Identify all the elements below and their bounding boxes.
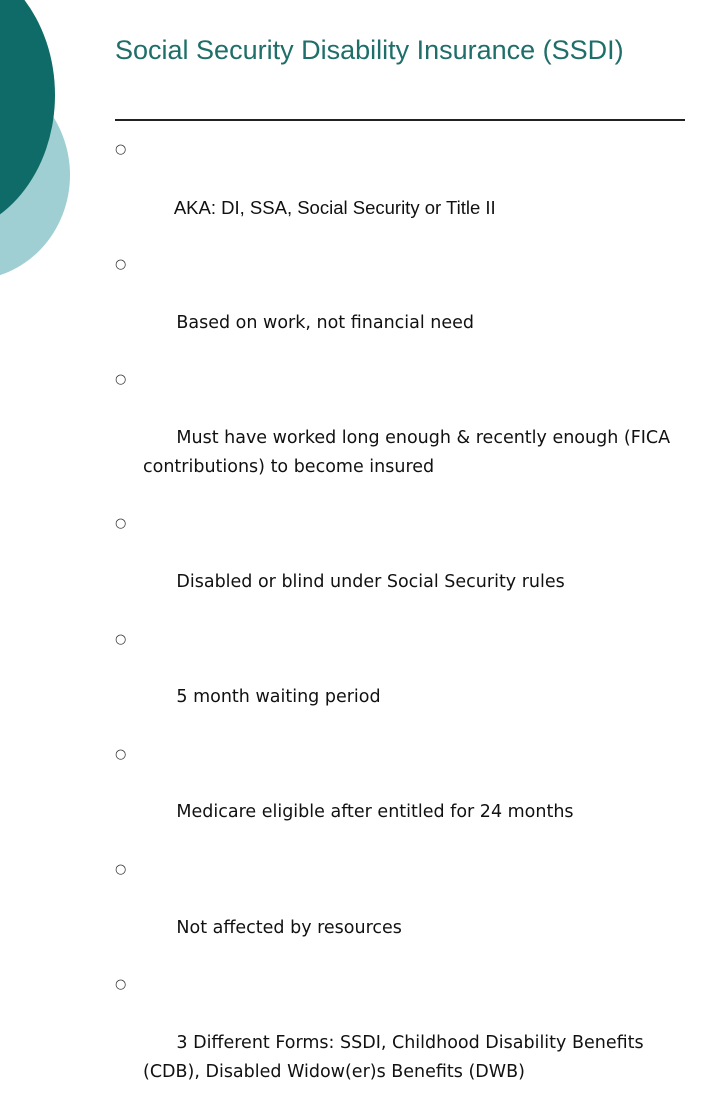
bullet-circle-icon: ○ [115,861,127,877]
bullet-text: 5 month waiting period [176,687,381,708]
bullet-text: Disabled or blind under Social Security rules [176,571,565,592]
bullet-text: Must have worked long enough & recently enough (FICA contributions) to become insured [143,427,676,477]
bullet-text: AKA: DI, SSA, Social Security or Title II [173,196,496,218]
bullet-text: Based on work, not financial need [176,312,475,333]
bullet-item [115,626,695,741]
bullet-circle-icon: ○ [115,257,127,273]
bullet-circle-icon: ○ [115,631,127,647]
bullet-circle-icon: ○ [115,142,127,157]
bullet-circle-icon: ○ [115,746,127,762]
bullet-list [115,136,695,1115]
bullet-circle-icon: ○ [115,372,127,388]
bullet-circle-icon: ○ [115,977,127,993]
slide-title: Social Security Disability Insurance (SSDI) [115,35,624,65]
bullet-item [115,741,695,856]
bullet-circle-icon: ○ [115,516,127,532]
bullet-item [115,856,695,971]
bullet-item [115,510,695,625]
bullet-text: Medicare eligible after entitled for 24 months [176,802,574,823]
bullet-item [115,971,695,1115]
title-divider [115,119,685,121]
bullet-text: Not affected by resources [176,917,402,938]
bullet-item [115,366,695,510]
bullet-item [115,251,695,366]
bullet-item [115,136,695,251]
bullet-text: 3 Different Forms: SSDI, Childhood Disability Benefits (CDB), Disabled Widow(er)s Benefits (DWB) [143,1032,650,1082]
